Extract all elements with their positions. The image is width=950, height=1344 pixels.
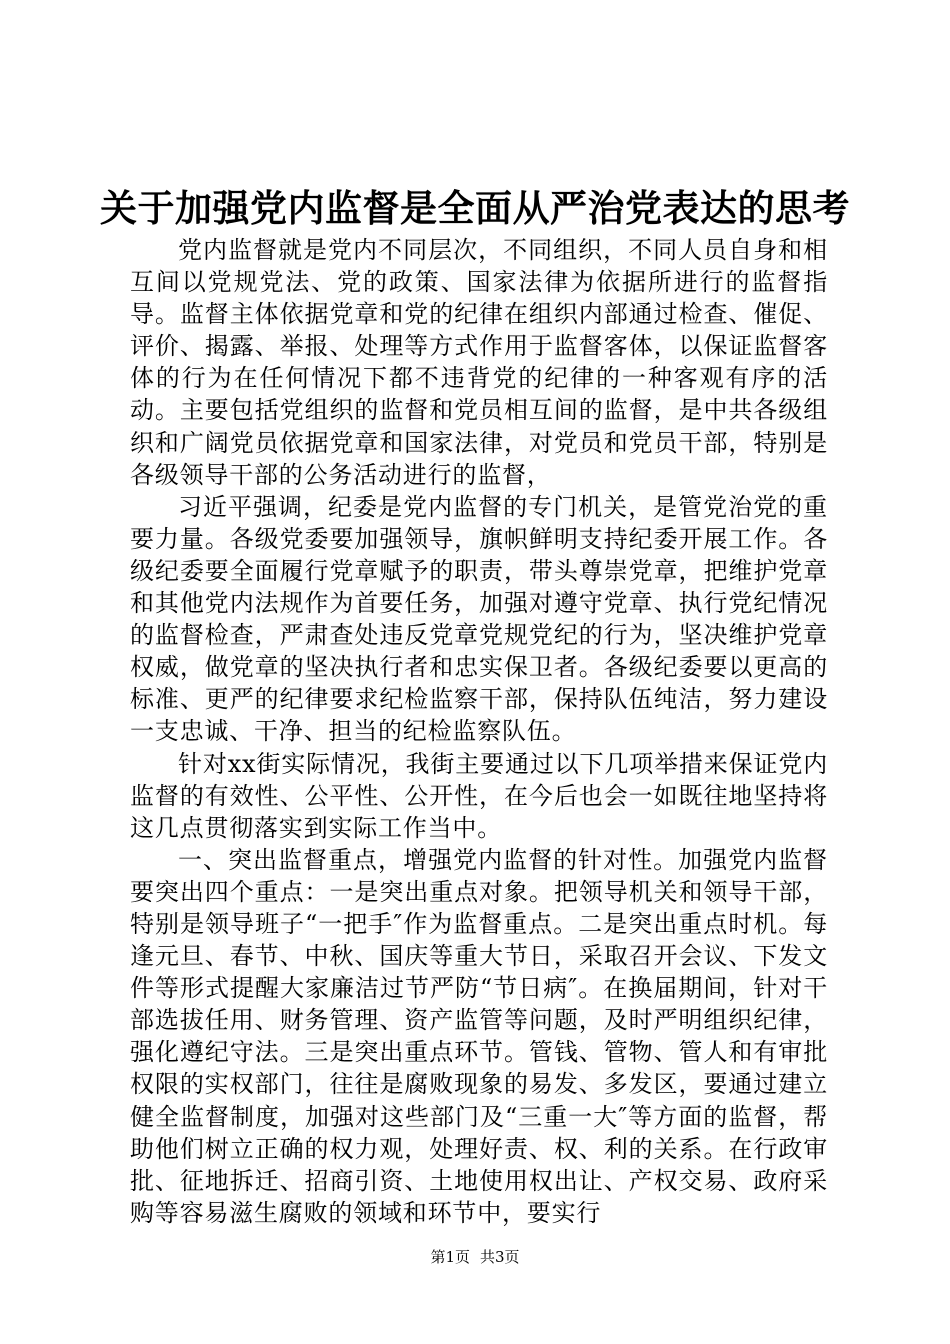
paragraph-3: 针对xx街实际情况，我街主要通过以下几项举措来保证党内监督的有效性、公平性、公开性，在今后也会一如既往地坚持将这几点贯彻落实到实际工作当中。 (130, 749, 828, 842)
paragraph-1: 党内监督就是党内不同层次，不同组织，不同人员自身和相互间以党规党法、党的政策、国家法律为依据所进行的监督指导。监督主体依据党章和党的纪律在组织内部通过检查、催促、评价、揭露、举报、处理等方式作用于监督客体，以保证监督客体的行为在任何情况下都不违背党的纪律的一种客观有序的活动。主要包括党组织的监督和党员相互间的监督，是中共各级组织和广阔党员依据党章和国家法律，对党员和党员干部，特别是各级领导干部的公务活动进行的监督， (130, 236, 828, 489)
document-body (130, 234, 828, 1229)
page-number: 第1页 (430, 1248, 470, 1266)
page-title: 关于加强党内监督是全面从严治党表达的思考 (100, 186, 850, 230)
paragraph-4: 一、突出监督重点，增强党内监督的针对性。加强党内监督要突出四个重点：一是突出重点对象。把领导机关和领导干部，特别是领导班子“一把手″作为监督重点。二是突出重点时机。每逢元旦、春节、中秋、国庆等重大节日，采取召开会议、下发文件等形式提醒大家廉洁过节严防“节日病″。在换届期间，针对干部选拔任用、财务管理、资产监管等问题，及时严明组织纪律，强化遵纪守法。三是突出重点环节。管钱、管物、管人和有审批权限的实权部门，往往是腐败现象的易发、多发区，要通过建立健全监督制度，加强对这些部门及“三重一大″等方面的监督，帮助他们树立正确的权力观，处理好责、权、利的关系。在行政审批、征地拆迁、招商引资、土地使用权出让、产权交易、政府采购等容易滋生腐败的领域和环节中，要实行 (130, 845, 828, 1227)
page-total: 共3页 (480, 1248, 520, 1266)
page-footer (0, 1247, 950, 1267)
paragraph-2: 习近平强调，纪委是党内监督的专门机关，是管党治党的重要力量。各级党委要加强领导，旗帜鲜明支持纪委开展工作。各级纪委要全面履行党章赋予的职责，带头尊崇党章，把维护党章和其他党内法规作为首要任务，加强对遵守党章、执行党纪情况的监督检查，严肃查处违反党章党规党纪的行为，坚决维护党章权威，做党章的坚决执行者和忠实保卫者。各级纪委要以更高的标准、更严的纪律要求纪检监察干部，保持队伍纯洁，努力建设一支忠诚、干净、担当的纪检监察队伍。 (130, 492, 828, 746)
